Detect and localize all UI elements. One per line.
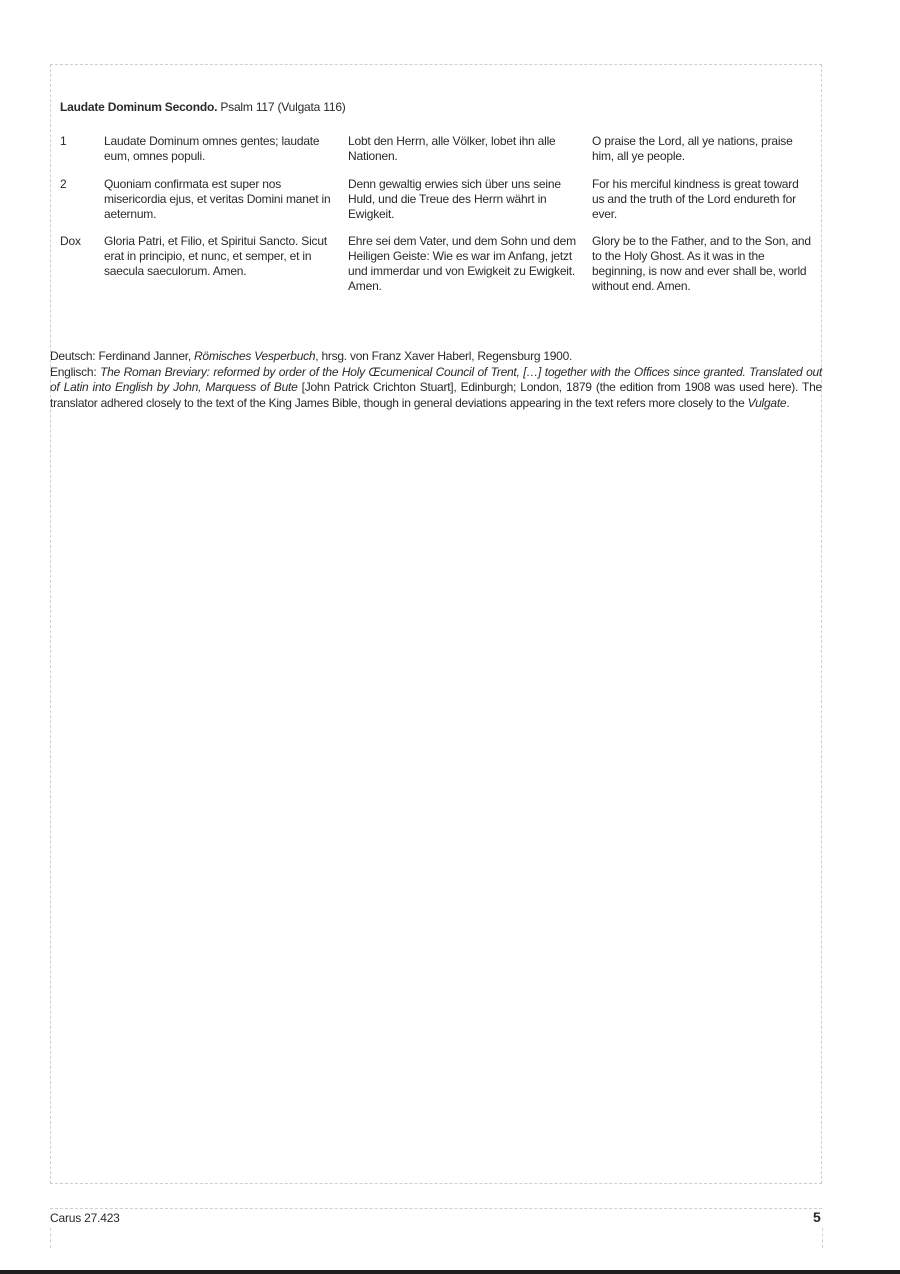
margin-tick [822, 1228, 823, 1248]
note-deutsch-text: , hrsg. von Franz Xaver Haberl, Regensburg 1900. [315, 349, 573, 363]
verse-german: Ehre sei dem Vater, und dem Sohn und dem Heiligen Geiste: Wie es war im Anfang, jetzt und immerdar und von Ewigkeit zu Ewigkeit. Amen. [348, 234, 576, 293]
verse-german: Denn gewaltig erwies sich über uns seine Huld, und die Treue des Herrn währt in Ewigkeit. [348, 177, 561, 221]
note-deutsch-text: Deutsch: Ferdinand Janner, [50, 349, 195, 363]
note-englisch-text: . [786, 395, 790, 410]
note-deutsch [50, 349, 822, 365]
translation-notes [50, 349, 822, 411]
note-deutsch-title: Römisches Vesperbuch [194, 349, 316, 363]
verse-number: Dox [60, 234, 81, 248]
margin-tick [50, 1228, 51, 1248]
verse-english: Glory be to the Father, and to the Son, and to the Holy Ghost. As it was in the beginning, is now and ever shall be, world without end. Amen. [592, 234, 811, 293]
note-englisch [50, 365, 822, 412]
page-bottom-edge [0, 1270, 900, 1274]
verse-latin: Quoniam confirmata est super nos misericordia ejus, et veritas Domini manet in aeternum. [104, 177, 331, 221]
psalm-heading-rest: Psalm 117 (Vulgata 116) [217, 100, 346, 114]
psalm-heading [60, 100, 346, 114]
page-number: 5 [813, 1209, 821, 1225]
note-englisch-title: The Roman Breviary: reformed by order of the Holy Œcumenical Council of Trent, […] together with the Offices since granted. Translated out of Latin into English by John, Marquess of Bute [50, 364, 822, 394]
page-frame [50, 64, 822, 1184]
note-englisch-text: [John Patrick Crichton Stuart], Edinburgh; London, 1879 (the edition from 1908 was used here). The translator adhered closely to the text of the King James Bible, though in general deviations appearing in the text refers more closely to the [50, 380, 822, 410]
verse-latin: Laudate Dominum omnes gentes; laudate eum, omnes populi. [104, 134, 320, 163]
note-englisch-vulgate: Vulgate [747, 395, 787, 410]
verse-english: For his merciful kindness is great toward us and the truth of the Lord endureth for ever. [592, 177, 799, 221]
footer-divider [50, 1208, 822, 1209]
psalm-heading-bold: Laudate Dominum Secondo. [60, 100, 218, 114]
verse-latin: Gloria Patri, et Filio, et Spiritui Sancto. Sicut erat in principio, et nunc, et semper, et in saecula saeculorum. Amen. [104, 234, 327, 278]
verse-number: 1 [60, 134, 67, 148]
catalog-number: Carus 27.423 [50, 1211, 120, 1225]
verse-german: Lobt den Herrn, alle Völker, lobet ihn alle Nationen. [348, 134, 556, 163]
verse-number: 2 [60, 177, 67, 191]
verse-english: O praise the Lord, all ye nations, praise him, all ye people. [592, 134, 793, 163]
note-englisch-text: Englisch: [50, 364, 101, 379]
